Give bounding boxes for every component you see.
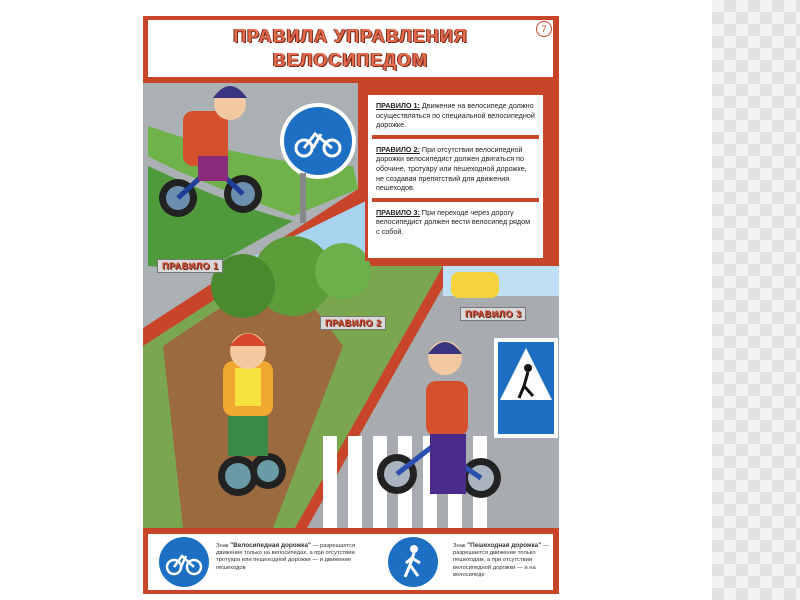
bike-legend-text: — разрешается движение только на велосипедах, а при отсутствии тротуара или пешеходной дорожки — и движение пешеходов	[216, 543, 355, 571]
bike-legend-name: "Велосипедная дорожка"	[230, 542, 311, 549]
rule-2	[376, 145, 535, 193]
rule-3-text: При переходе через дорогу велосипедист должен вести велосипед рядом с собой.	[376, 207, 531, 236]
rule-1-text: Движение на велосипеде должно осуществляться по специальной велосипедной дорожке.	[376, 101, 535, 130]
ped-legend-name: "Пешеходная дорожка"	[467, 542, 542, 549]
rule-1-label: ПРАВИЛО 1:	[376, 101, 420, 110]
bike-legend-prefix: Знак	[216, 543, 231, 549]
page-number: 7	[536, 21, 552, 37]
yellow-car	[451, 272, 499, 298]
footpath-legend	[453, 542, 553, 579]
rule-divider	[372, 198, 539, 202]
ped-legend-text: — разрешается движение только пешеходам, а при отсутствии велосипедной дорожки — и на велосипеде	[453, 543, 549, 578]
rule-3-label: ПРАВИЛО 3:	[376, 207, 420, 217]
traffic-rules-poster	[143, 16, 559, 594]
pedestrian-sign-icon	[388, 537, 438, 587]
ped-legend-prefix: Знак	[453, 543, 468, 549]
poster-title-line2: ВЕЛОСИПЕДОМ	[272, 50, 429, 70]
rule-1-tag: ПРАВИЛО 1	[157, 259, 223, 273]
rules-panel	[365, 92, 546, 261]
rule-2-tag: ПРАВИЛО 2	[320, 316, 386, 330]
title-panel	[148, 20, 553, 77]
rule-3	[376, 208, 535, 237]
rule-1	[376, 101, 535, 130]
sign-legend	[148, 534, 553, 590]
checkered-background	[712, 0, 800, 600]
rule-3-tag: ПРАВИЛО 3	[460, 307, 526, 321]
poster-title-line1: ПРАВИЛА УПРАВЛЕНИЯ	[233, 26, 468, 46]
crosswalk-sign-icon	[494, 338, 558, 438]
bicycle-icon	[159, 537, 209, 587]
rule-divider	[372, 135, 539, 139]
rule-2-text: При отсутствии велосипедной дорожки велосипедист должен двигаться по обочине, тротуару или пешеходной дорожке, не создавая препятствий для движения пешеходов.	[376, 144, 527, 193]
bike-path-legend	[216, 542, 366, 572]
rule-2-label: ПРАВИЛО 2:	[376, 144, 420, 154]
